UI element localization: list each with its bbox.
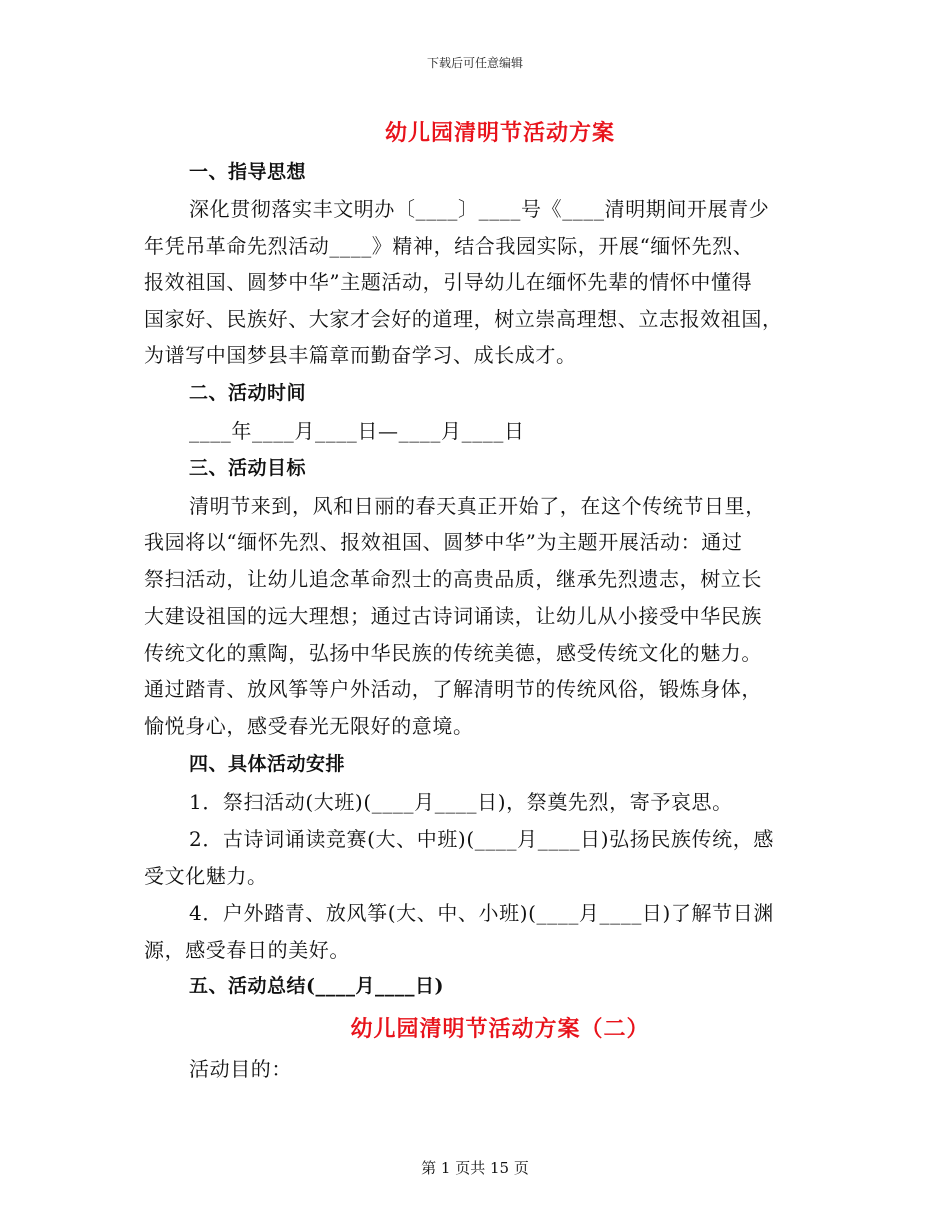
list-item-continuation: 受文化魅力。 bbox=[144, 864, 268, 888]
document-title-part-two: 幼儿园清明节活动方案（二） bbox=[350, 1016, 650, 1042]
paragraph-line: 祭扫活动，让幼儿追念革命烈士的高贵品质，继承先烈遗志，树立长 bbox=[144, 567, 762, 591]
paragraph-line: 活动目的： bbox=[189, 1057, 292, 1081]
section-heading-activity-arrangement: 四、具体活动安排 bbox=[189, 753, 346, 775]
paragraph-line: 我园将以“缅怀先烈、报效祖国、圆梦中华”为主题开展活动：通过 bbox=[144, 530, 743, 554]
paragraph-line: 传统文化的熏陶，弘扬中华民族的传统美德，感受传统文化的魅力。 bbox=[144, 641, 762, 665]
section-heading-activity-summary: 五、活动总结(____月____日) bbox=[189, 975, 444, 997]
document-title: 幼儿园清明节活动方案 bbox=[384, 120, 615, 146]
list-item-continuation: 源，感受春日的美好。 bbox=[144, 938, 350, 962]
page-footer: 第 1 页共 15 页 bbox=[421, 1159, 529, 1177]
paragraph-line: 通过踏青、放风筝等户外活动，了解清明节的传统风俗，锻炼身体， bbox=[144, 677, 762, 701]
paragraph-line: 国家好、民族好、大家才会好的道理，树立崇高理想、立志报效祖国， bbox=[144, 307, 783, 331]
section-heading-activity-goals: 三、活动目标 bbox=[189, 457, 307, 479]
paragraph-line: 清明节来到，风和日丽的春天真正开始了，在这个传统节日里， bbox=[189, 494, 766, 518]
section-heading-guiding-ideology: 一、指导思想 bbox=[189, 161, 307, 183]
list-item: 4．户外踏青、放风筝(大、中、小班)(____月____日)了解节日渊 bbox=[189, 901, 774, 925]
paragraph-line: 为谱写中国梦县丰篇章而勤奋学习、成长成才。 bbox=[144, 343, 577, 367]
page-header: 下载后可任意编辑 bbox=[426, 56, 523, 70]
paragraph-line: 报效祖国、圆梦中华”主题活动，引导幼儿在缅怀先辈的情怀中懂得 bbox=[144, 270, 753, 294]
paragraph-line: 大建设祖国的远大理想；通过古诗词诵读，让幼儿从小接受中华民族 bbox=[144, 604, 762, 628]
paragraph-line: 愉悦身心，感受春光无限好的意境。 bbox=[144, 714, 474, 738]
paragraph-line: 深化贯彻落实丰文明办〔____〕____号《____清明期间开展青少 bbox=[189, 197, 770, 221]
list-item: 1．祭扫活动(大班)(____月____日)，祭奠先烈，寄予哀思。 bbox=[189, 790, 733, 814]
paragraph-line: 年凭吊革命先烈活动____》精神，结合我园实际，开展“缅怀先烈、 bbox=[144, 234, 754, 258]
list-item: 2．古诗词诵读竞赛(大、中班)(____月____日)弘扬民族传统，感 bbox=[189, 827, 774, 851]
paragraph-line: ____年____月____日—____月____日 bbox=[189, 419, 525, 443]
section-heading-activity-time: 二、活动时间 bbox=[189, 382, 307, 404]
